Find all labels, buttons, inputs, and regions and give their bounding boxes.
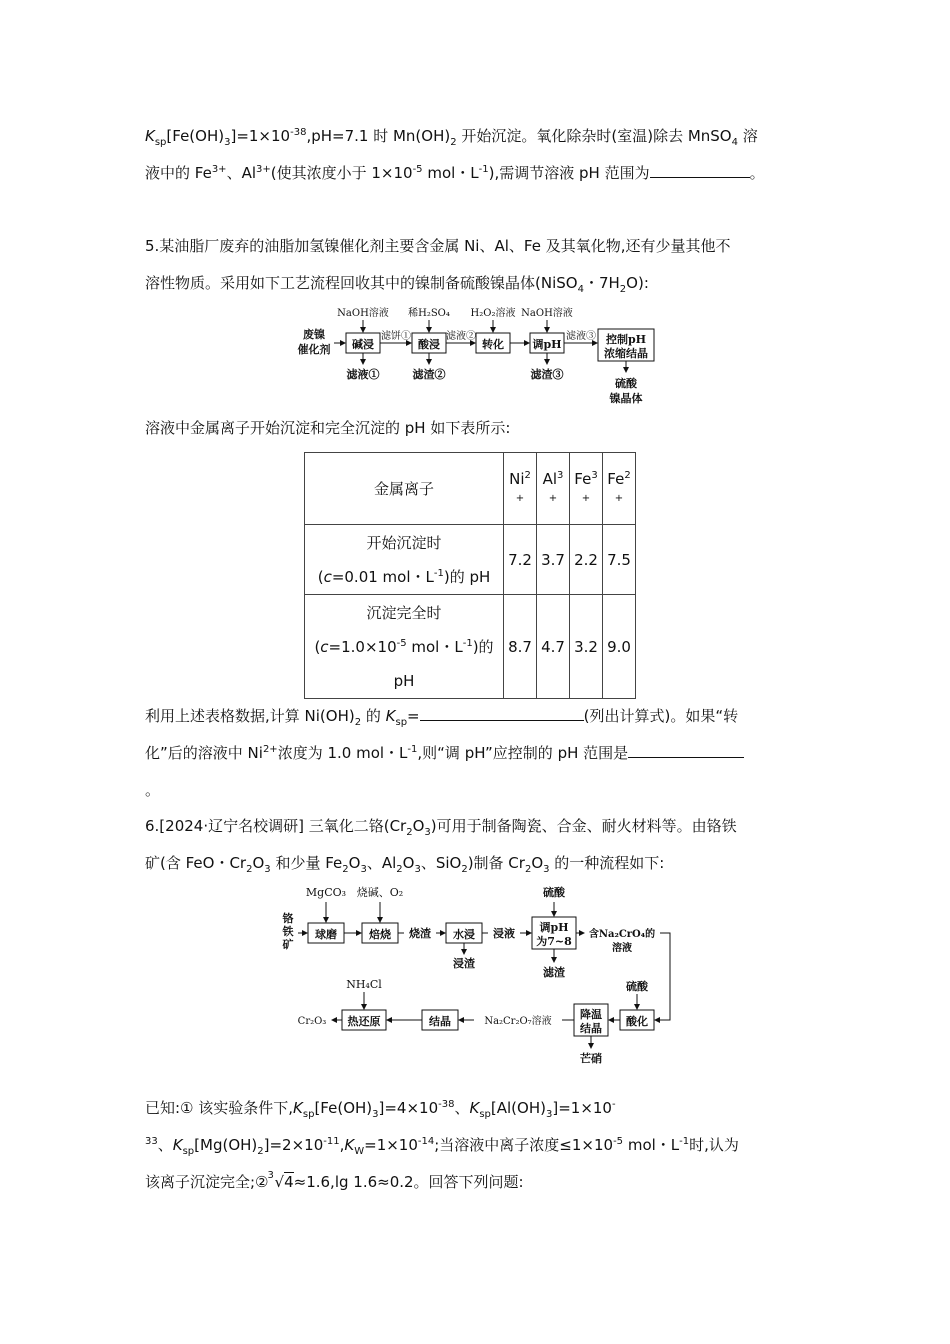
known-line-1: 已知:① 该实验条件下$,K_{sp}[Fe(OH)_3]=4\times 10^{-38}$、$K_{sp}[Al(OH)_3]=1\times 10^-$: [145, 1099, 616, 1120]
svg-text:调pH: 调pH: [532, 338, 562, 351]
svg-text:硫酸: 硫酸: [626, 980, 648, 993]
q5-line-1: 5.某油脂厂废弃的油脂加氢镍催化剂主要含金属 Ni、Al、Fe 及其氧化物,还有少量其他不: [145, 237, 731, 255]
table-intro: 溶液中金属离子开始沉淀和完全沉淀的 pH 如下表所示:: [145, 419, 511, 437]
svg-text:球磨: 球磨: [315, 928, 337, 941]
flow-feed-label-1: 废镍: [303, 328, 325, 341]
table-cell: 9.0: [603, 595, 636, 699]
table-header-metal-ion: 金属离子: [305, 453, 504, 525]
answer-blank[interactable]: [650, 163, 750, 178]
svg-text:烧渣: 烧渣: [409, 927, 431, 940]
svg-text:溶液: 溶液: [612, 943, 632, 954]
svg-text:H₂O₂溶液: H₂O₂溶液: [470, 308, 516, 319]
q6-line-2: 矿(含 FeO・$Cr_2O_3$ 和少量 $Fe_2O_3$、$Al_2O_3$、SiO$_2$)制备 $Cr_2O_3$ 的一种流程如下:: [145, 854, 665, 875]
table-header-fe3: $Fe^3$ +: [570, 453, 603, 525]
q5-after-2: 化”后的溶液中 $Ni^{2+}$浓度为 1.0 mol・$L^{-1}$,则“调 pH”应控制的 pH 范围是: [145, 743, 744, 763]
q5-line-2: 溶性物质。采用如下工艺流程回收其中的镍制备硫酸镍晶体(NiSO$_4$・$7H_2O$):: [145, 274, 649, 295]
svg-text:滤液①: 滤液①: [346, 368, 380, 381]
table-cell: 3.7: [537, 525, 570, 595]
table-row-complete-label: 沉淀完全时 ($c=1.0\times 10^{-5}$ mol・$L^{-1}$)的 pH: [305, 595, 504, 699]
svg-text:浓缩结晶: 浓缩结晶: [604, 347, 648, 360]
svg-text:滤液②: 滤液②: [446, 331, 476, 342]
q6-flow-diagram: [278, 880, 678, 1072]
table-cell: 4.7: [537, 595, 570, 699]
table-cell: 8.7: [504, 595, 537, 699]
svg-text:调pH: 调pH: [539, 921, 569, 934]
svg-text:滤饼①: 滤饼①: [381, 331, 411, 342]
svg-text:烧碱、O₂: 烧碱、O₂: [356, 886, 404, 899]
precipitation-ph-table: [304, 452, 636, 699]
svg-text:铬: 铬: [282, 912, 294, 925]
svg-text:水浸: 水浸: [453, 928, 475, 941]
cube-root-sign: 3 √4: [267, 1170, 294, 1191]
table-cell: 2.2: [570, 525, 603, 595]
svg-text:芒硝: 芒硝: [580, 1052, 602, 1065]
q5-after-1: 利用上述表格数据,计算 $Ni(OH)_2$ 的 $K_{sp}=$ (列出计算式)。如果“转: [145, 707, 739, 728]
svg-text:NaOH溶液: NaOH溶液: [521, 308, 573, 319]
svg-text:含Na₂CrO₄的: 含Na₂CrO₄的: [588, 929, 656, 940]
svg-text:降温: 降温: [580, 1008, 602, 1021]
svg-text:MgCO₃: MgCO₃: [305, 886, 347, 899]
svg-text:矿: 矿: [282, 938, 294, 951]
intro-line-1: $K_{sp}[Fe(OH)_3]=1\times 10^{-38},pH=7.1$ 时 $Mn(OH)_2$ 开始沉淀。氧化除杂时(室温)除去 MnSO$_4$ 溶: [145, 127, 758, 148]
q6-line-1: 6.[2024·辽宁名校调研] 三氧化二铬$(Cr_2O_3)$可用于制备陶瓷、合金、耐火材料等。由铬铁: [145, 817, 737, 838]
svg-text:碱浸: 碱浸: [352, 338, 374, 351]
svg-text:NaOH溶液: NaOH溶液: [337, 308, 389, 319]
svg-text:酸化: 酸化: [626, 1015, 648, 1028]
table-row-start-label: 开始沉淀时 (c=0.01 mol・$L^{-1}$)的 pH: [305, 525, 504, 595]
table-cell: 7.2: [504, 525, 537, 595]
svg-text:滤渣: 滤渣: [543, 966, 565, 979]
table-cell: 7.5: [603, 525, 636, 595]
svg-text:控制pH: 控制pH: [605, 333, 647, 346]
svg-text:结晶: 结晶: [429, 1015, 451, 1028]
q5-after-3: 。: [145, 781, 161, 799]
table-header-al3: $Al^3$ +: [537, 453, 570, 525]
svg-text:浸渣: 浸渣: [453, 957, 475, 970]
svg-text:转化: 转化: [482, 338, 504, 351]
answer-blank[interactable]: [420, 706, 584, 721]
svg-text:NH₄Cl: NH₄Cl: [346, 978, 382, 991]
svg-text:为7~8: 为7~8: [536, 935, 572, 948]
table-header-ni2: $Ni^2$ +: [504, 453, 537, 525]
table-header-fe2: $Fe^2$ +: [603, 453, 636, 525]
known-line-2: $^{33}$、$K_{sp}[Mg(OH)_2]=2\times 10^{-11},K_W=1\times 10^{-14}$;当溶液中离子浓度$\le 1\times 10^{-5}$ mol・$L^{-1}$时,认为: [145, 1136, 739, 1157]
svg-text:热还原: 热还原: [347, 1015, 381, 1028]
svg-text:Cr₂O₃: Cr₂O₃: [297, 1016, 327, 1027]
table-cell: 3.2: [570, 595, 603, 699]
intro-line-2: 液中的 $Fe^{3+}$、$Al^{3+}$(使其浓度小于 $1\times 10^{-5}$ mol・$L^{-1}$),需调节溶液 pH 范围为 。: [145, 164, 765, 182]
svg-text:滤渣②: 滤渣②: [412, 368, 446, 381]
svg-text:滤液③: 滤液③: [566, 331, 596, 342]
svg-text:结晶: 结晶: [580, 1022, 602, 1035]
svg-text:滤渣③: 滤渣③: [530, 368, 564, 381]
svg-text:焙烧: 焙烧: [369, 928, 391, 941]
svg-text:酸浸: 酸浸: [418, 338, 440, 351]
svg-text:Na₂Cr₂O₇溶液: Na₂Cr₂O₇溶液: [484, 1016, 552, 1027]
svg-text:稀H₂SO₄: 稀H₂SO₄: [408, 308, 450, 319]
svg-text:硫酸: 硫酸: [615, 377, 637, 390]
answer-blank[interactable]: [628, 743, 744, 758]
known-line-3: 该离子沉淀完全;② 3 √4≈1.6,lg 1.6≈0.2。回答下列问题:: [145, 1170, 524, 1191]
svg-text:铁: 铁: [282, 925, 294, 938]
flow-feed-label-2: 催化剂: [297, 343, 331, 356]
q5-flow-diagram: [290, 302, 670, 410]
svg-text:硫酸: 硫酸: [543, 886, 565, 899]
svg-text:浸液: 浸液: [493, 927, 515, 940]
svg-text:镍晶体: 镍晶体: [609, 392, 643, 405]
